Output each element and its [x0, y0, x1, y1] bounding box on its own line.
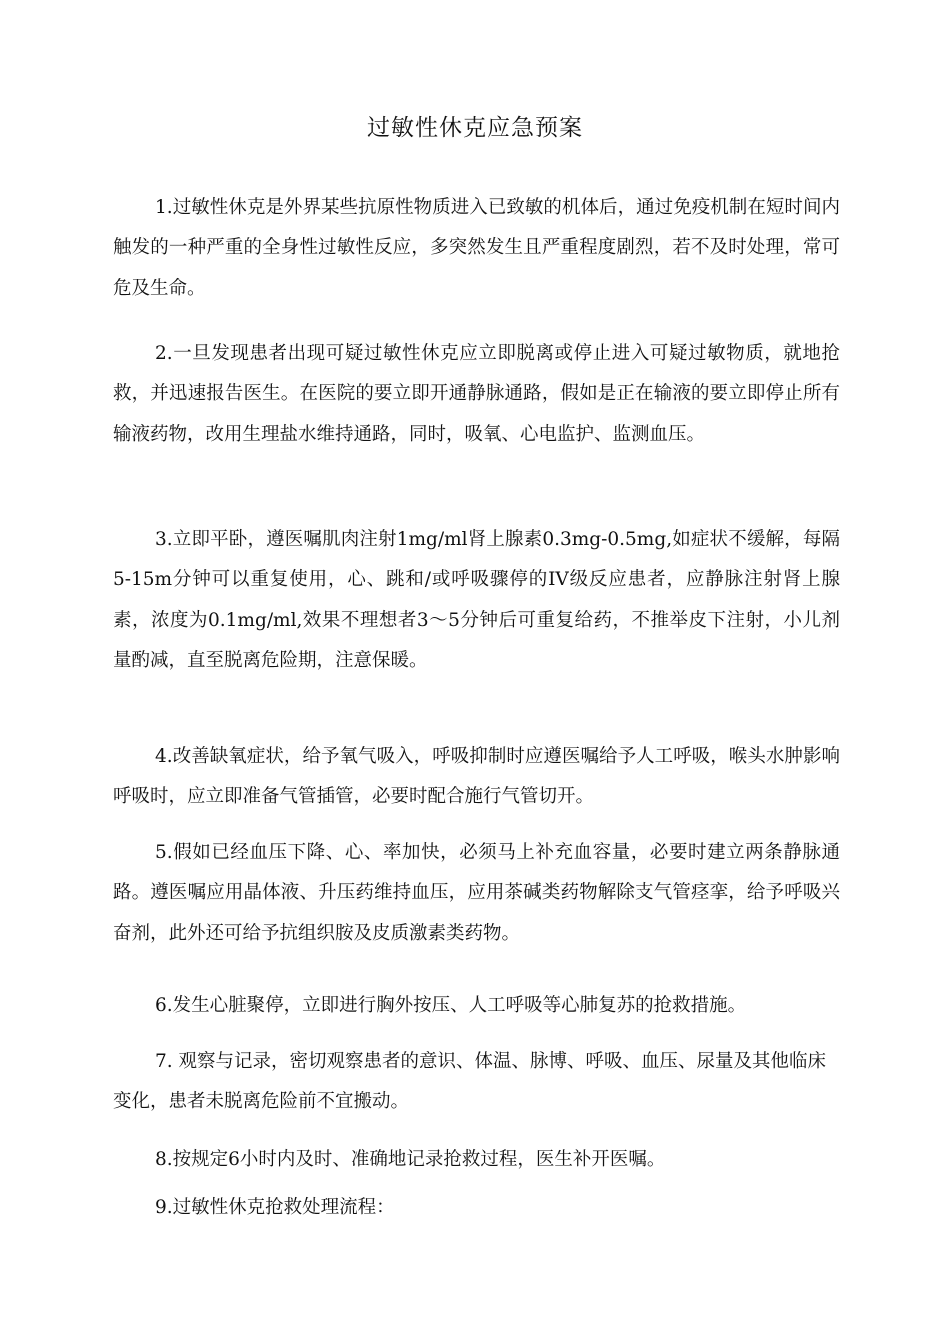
paragraph-9: 9.过敏性休克抢救处理流程：	[155, 1197, 395, 1218]
paragraph-3: 3.立即平卧，遵医嘱肌肉注射1mg/ml肾上腺素0.3mg-0.5mg,如症状不缓解，每隔5-15m分钟可以重复使用，心、跳和/或呼吸骤停的IV级反应患者，应静脉注射肾上腺素，浓度为0.1mg/ml,效果不理想者3〜5分钟后可重复给药，不推举皮下注射，小儿剂量酌减，直至脱离危险期，注意保暖。	[113, 529, 840, 672]
document-title: 过敏性休克应急预案	[367, 115, 583, 141]
paragraph-5: 5.假如已经血压下降、心、率加快，必须马上补充血容量，必要时建立两条静脉通路。遵医嘱应用晶体液、升压药维持血压，应用茶碱类药物解除支气管痉挛，给予呼吸兴奋剂，此外还可给予抗组织胺及皮质激素类药物。	[113, 842, 840, 944]
paragraph-7: 7. 观察与记录，密切观察患者的意识、体温、脉博、呼吸、血压、尿量及其他临床变化，患者未脱离危险前不宜搬动。	[113, 1051, 827, 1113]
paragraph-8: 8.按规定6小时内及时、准确地记录抢救过程，医生补开医嘱。	[155, 1149, 666, 1170]
paragraph-1: 1.过敏性休克是外界某些抗原性物质进入已致敏的机体后，通过免疫机制在短时间内触发的一种严重的全身性过敏性反应，多突然发生且严重程度剧烈，若不及时处理，常可危及生命。	[113, 197, 840, 299]
paragraph-4: 4.改善缺氧症状，给予氧气吸入，呼吸抑制时应遵医嘱给予人工呼吸，喉头水肿影响呼吸时，应立即准备气管插管，必要时配合施行气管切开。	[113, 746, 840, 808]
paragraph-6: 6.发生心脏聚停，立即进行胸外按压、人工呼吸等心肺复苏的抢救措施。	[155, 995, 747, 1016]
paragraph-2: 2.一旦发现患者出现可疑过敏性休克应立即脱离或停止进入可疑过敏物质，就地抢救，并迅速报告医生。在医院的要立即开通静脉通路，假如是正在输液的要立即停止所有输液药物，改用生理盐水维持通路，同时，吸氧、心电监护、监测血压。	[113, 343, 840, 445]
